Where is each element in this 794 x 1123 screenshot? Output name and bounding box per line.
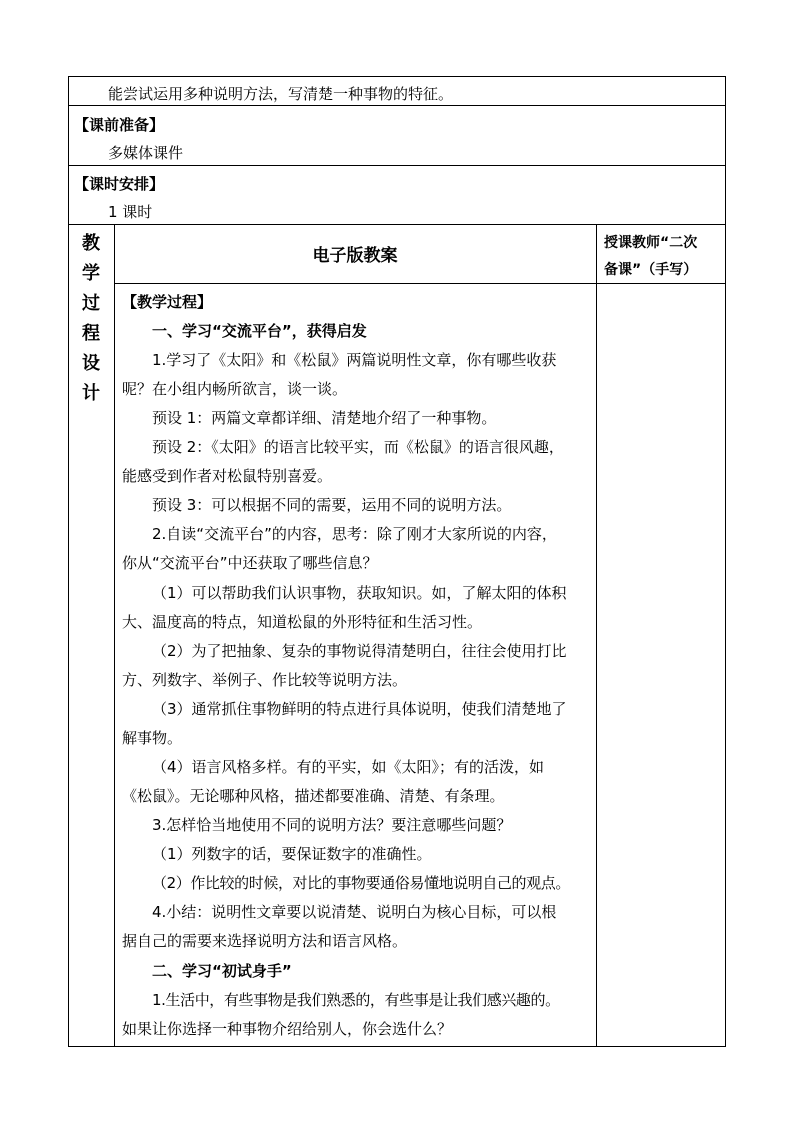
section-heading: 二、学习“初试身手” [152, 962, 292, 980]
center-header: 电子版教案 [312, 246, 398, 266]
process-line: 1.学习了《太阳》和《松鼠》两篇说明性文章，你有哪些收获 [152, 351, 557, 369]
prep-text: 多媒体课件 [108, 144, 184, 162]
row-divider [68, 165, 726, 166]
row-divider [68, 224, 726, 225]
process-line: 预设 3：可以根据不同的需要，运用不同的说明方法。 [152, 496, 512, 514]
schedule-text: 1 课时 [108, 203, 153, 221]
side-label-char: 设 [82, 353, 100, 374]
process-line: 解事物。 [122, 729, 183, 747]
process-line: 能感受到作者对松鼠特别喜爱。 [122, 467, 333, 485]
process-line: 2.自读“交流平台”的内容，思考：除了刚才大家所说的内容， [152, 525, 557, 543]
side-label-char: 学 [82, 263, 100, 284]
process-line: 预设 2：《太阳》的语言比较平实，而《松鼠》的语言很风趣， [152, 438, 564, 456]
process-line: （1）列数字的话，要保证数字的准确性。 [152, 845, 432, 863]
column-divider [114, 224, 115, 1047]
process-line: （1）可以帮助我们认识事物，获取知识。如，了解太阳的体积 [152, 584, 567, 602]
process-line: 3.怎样恰当地使用不同的说明方法？要注意哪些问题？ [152, 816, 512, 834]
column-divider [596, 224, 597, 1047]
process-heading: 【教学过程】 [122, 293, 213, 311]
objective-text: 能尝试运用多种说明方法，写清楚一种事物的特征。 [108, 85, 454, 103]
row-divider [68, 105, 726, 106]
prep-heading: 【课前准备】 [74, 116, 165, 134]
process-line: （3）通常抓住事物鲜明的特点进行具体说明，使我们清楚地了 [152, 700, 567, 718]
section-heading: 一、学习“交流平台”，获得启发 [152, 322, 367, 340]
right-header-line2: 备课”（手写） [604, 262, 698, 278]
process-line: （4）语言风格多样。有的平实，如《太阳》；有的活泼，如 [152, 758, 545, 776]
process-line: 你从“交流平台”中还获取了哪些信息？ [122, 554, 378, 572]
side-label-char: 教 [82, 233, 100, 254]
side-label-char: 程 [82, 323, 100, 344]
process-line: （2）为了把抽象、复杂的事物说得清楚明白，往往会使用打比 [152, 642, 567, 660]
process-line: （2）作比较的时候，对比的事物要通俗易懂地说明自己的观点。 [152, 874, 570, 892]
process-line: 《松鼠》。无论哪种风格，描述都要准确、清楚、有条理。 [122, 787, 505, 805]
process-line: 方、列数字、举例子、作比较等说明方法。 [122, 671, 408, 689]
side-label-char: 过 [82, 293, 100, 314]
side-label-char: 计 [82, 383, 100, 404]
process-line: 大、温度高的特点，知道松鼠的外形特征和生活习性。 [122, 613, 483, 631]
row-divider [114, 283, 726, 284]
process-line: 据自己的需要来选择说明方法和语言风格。 [122, 932, 408, 950]
right-header-line1: 授课教师“二次 [604, 235, 698, 251]
schedule-heading: 【课时安排】 [74, 175, 165, 193]
process-line: 1.生活中，有些事物是我们熟悉的，有些事是让我们感兴趣的。 [152, 991, 560, 1009]
process-line: 呢？在小组内畅所欲言，谈一谈。 [122, 380, 348, 398]
process-line: 如果让你选择一种事物介绍给别人，你会选什么？ [122, 1020, 453, 1038]
process-line: 预设 1：两篇文章都详细、清楚地介绍了一种事物。 [152, 409, 497, 427]
process-line: 4.小结：说明性文章要以说清楚、说明白为核心目标，可以根 [152, 903, 557, 921]
